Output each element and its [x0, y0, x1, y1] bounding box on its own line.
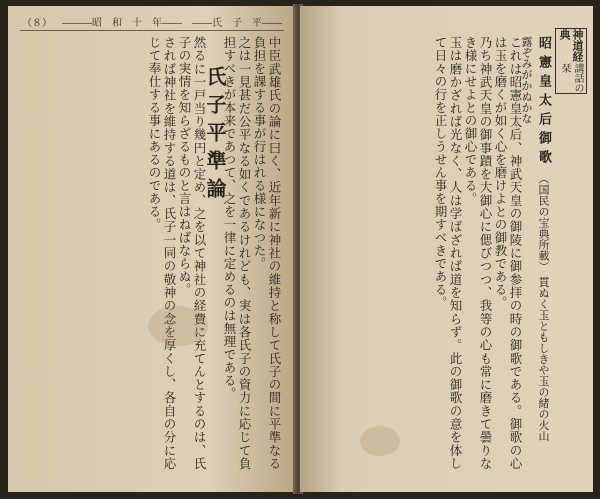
- paragraph: これは昭憲皇太后、神武天皇の御陵に御参拝の時の御歌である。御歌の心は玉を磨くが如く心を磨けよとの御教である。: [493, 36, 523, 470]
- paragraph: 乃ち神武天皇の御事蹟を大御心に偲びつつ、我等の心も常に磨きて曇りなき様にせよとの御心である。: [463, 36, 493, 470]
- paragraph: 然るに一戸当り幾円と定め、之を以て神社の経費に充てんとするのは、氏子の実情を知らざるものと言はねばならぬ。: [177, 36, 207, 470]
- poem-title-column: [520, 36, 553, 462]
- paragraph: されば神社を維持する道は、氏子一同の敬神の念を厚くし、各自の分に応じて奉仕する事にあるのである。: [147, 36, 177, 470]
- page-number: （８）: [22, 17, 52, 29]
- poem-title: 昭憲皇太后御歌: [536, 36, 551, 169]
- paragraph: 之は一見甚だ公平なる如くであるけれども、実は各氏子の資力に応じて負担すべきが本来であつて、之を一律に定めるのは無理である。: [222, 36, 252, 470]
- poem-source: （国民の宝典所載）: [537, 173, 550, 273]
- paragraph: 中臣武雄氏の論に曰く、近年新に神社の維持と称して氏子の間に平準なる負担を課する事が行はれる様になつた。: [252, 36, 282, 470]
- running-title: ―――昭 和 十 年――: [62, 17, 182, 29]
- left-page: [8, 6, 296, 492]
- paper-stain: [148, 306, 208, 346]
- section-label: 神道経典: [558, 29, 584, 62]
- running-head: [22, 12, 282, 30]
- paragraph: 玉は磨かざれば光なく、人は学ばざれば道を知らず。此の御歌の意を体して日々の行を正しうせん事を期すべきである。: [433, 36, 463, 470]
- right-page: [300, 6, 593, 492]
- running-title-2: ――氏 子 平――: [192, 17, 282, 29]
- left-body-text: [22, 36, 282, 470]
- section-label-box: [555, 28, 587, 94]
- paper-stain: [360, 426, 400, 456]
- poem-verse: 貫ぬく玉ともしきや玉の緒の火山 露ぞみがかぬかな: [520, 36, 550, 453]
- section-sublabel: 講話の栞: [559, 62, 583, 93]
- head-rule: [20, 30, 284, 31]
- section-heading: 氏子平準論: [203, 66, 227, 206]
- right-body-text: [312, 36, 523, 470]
